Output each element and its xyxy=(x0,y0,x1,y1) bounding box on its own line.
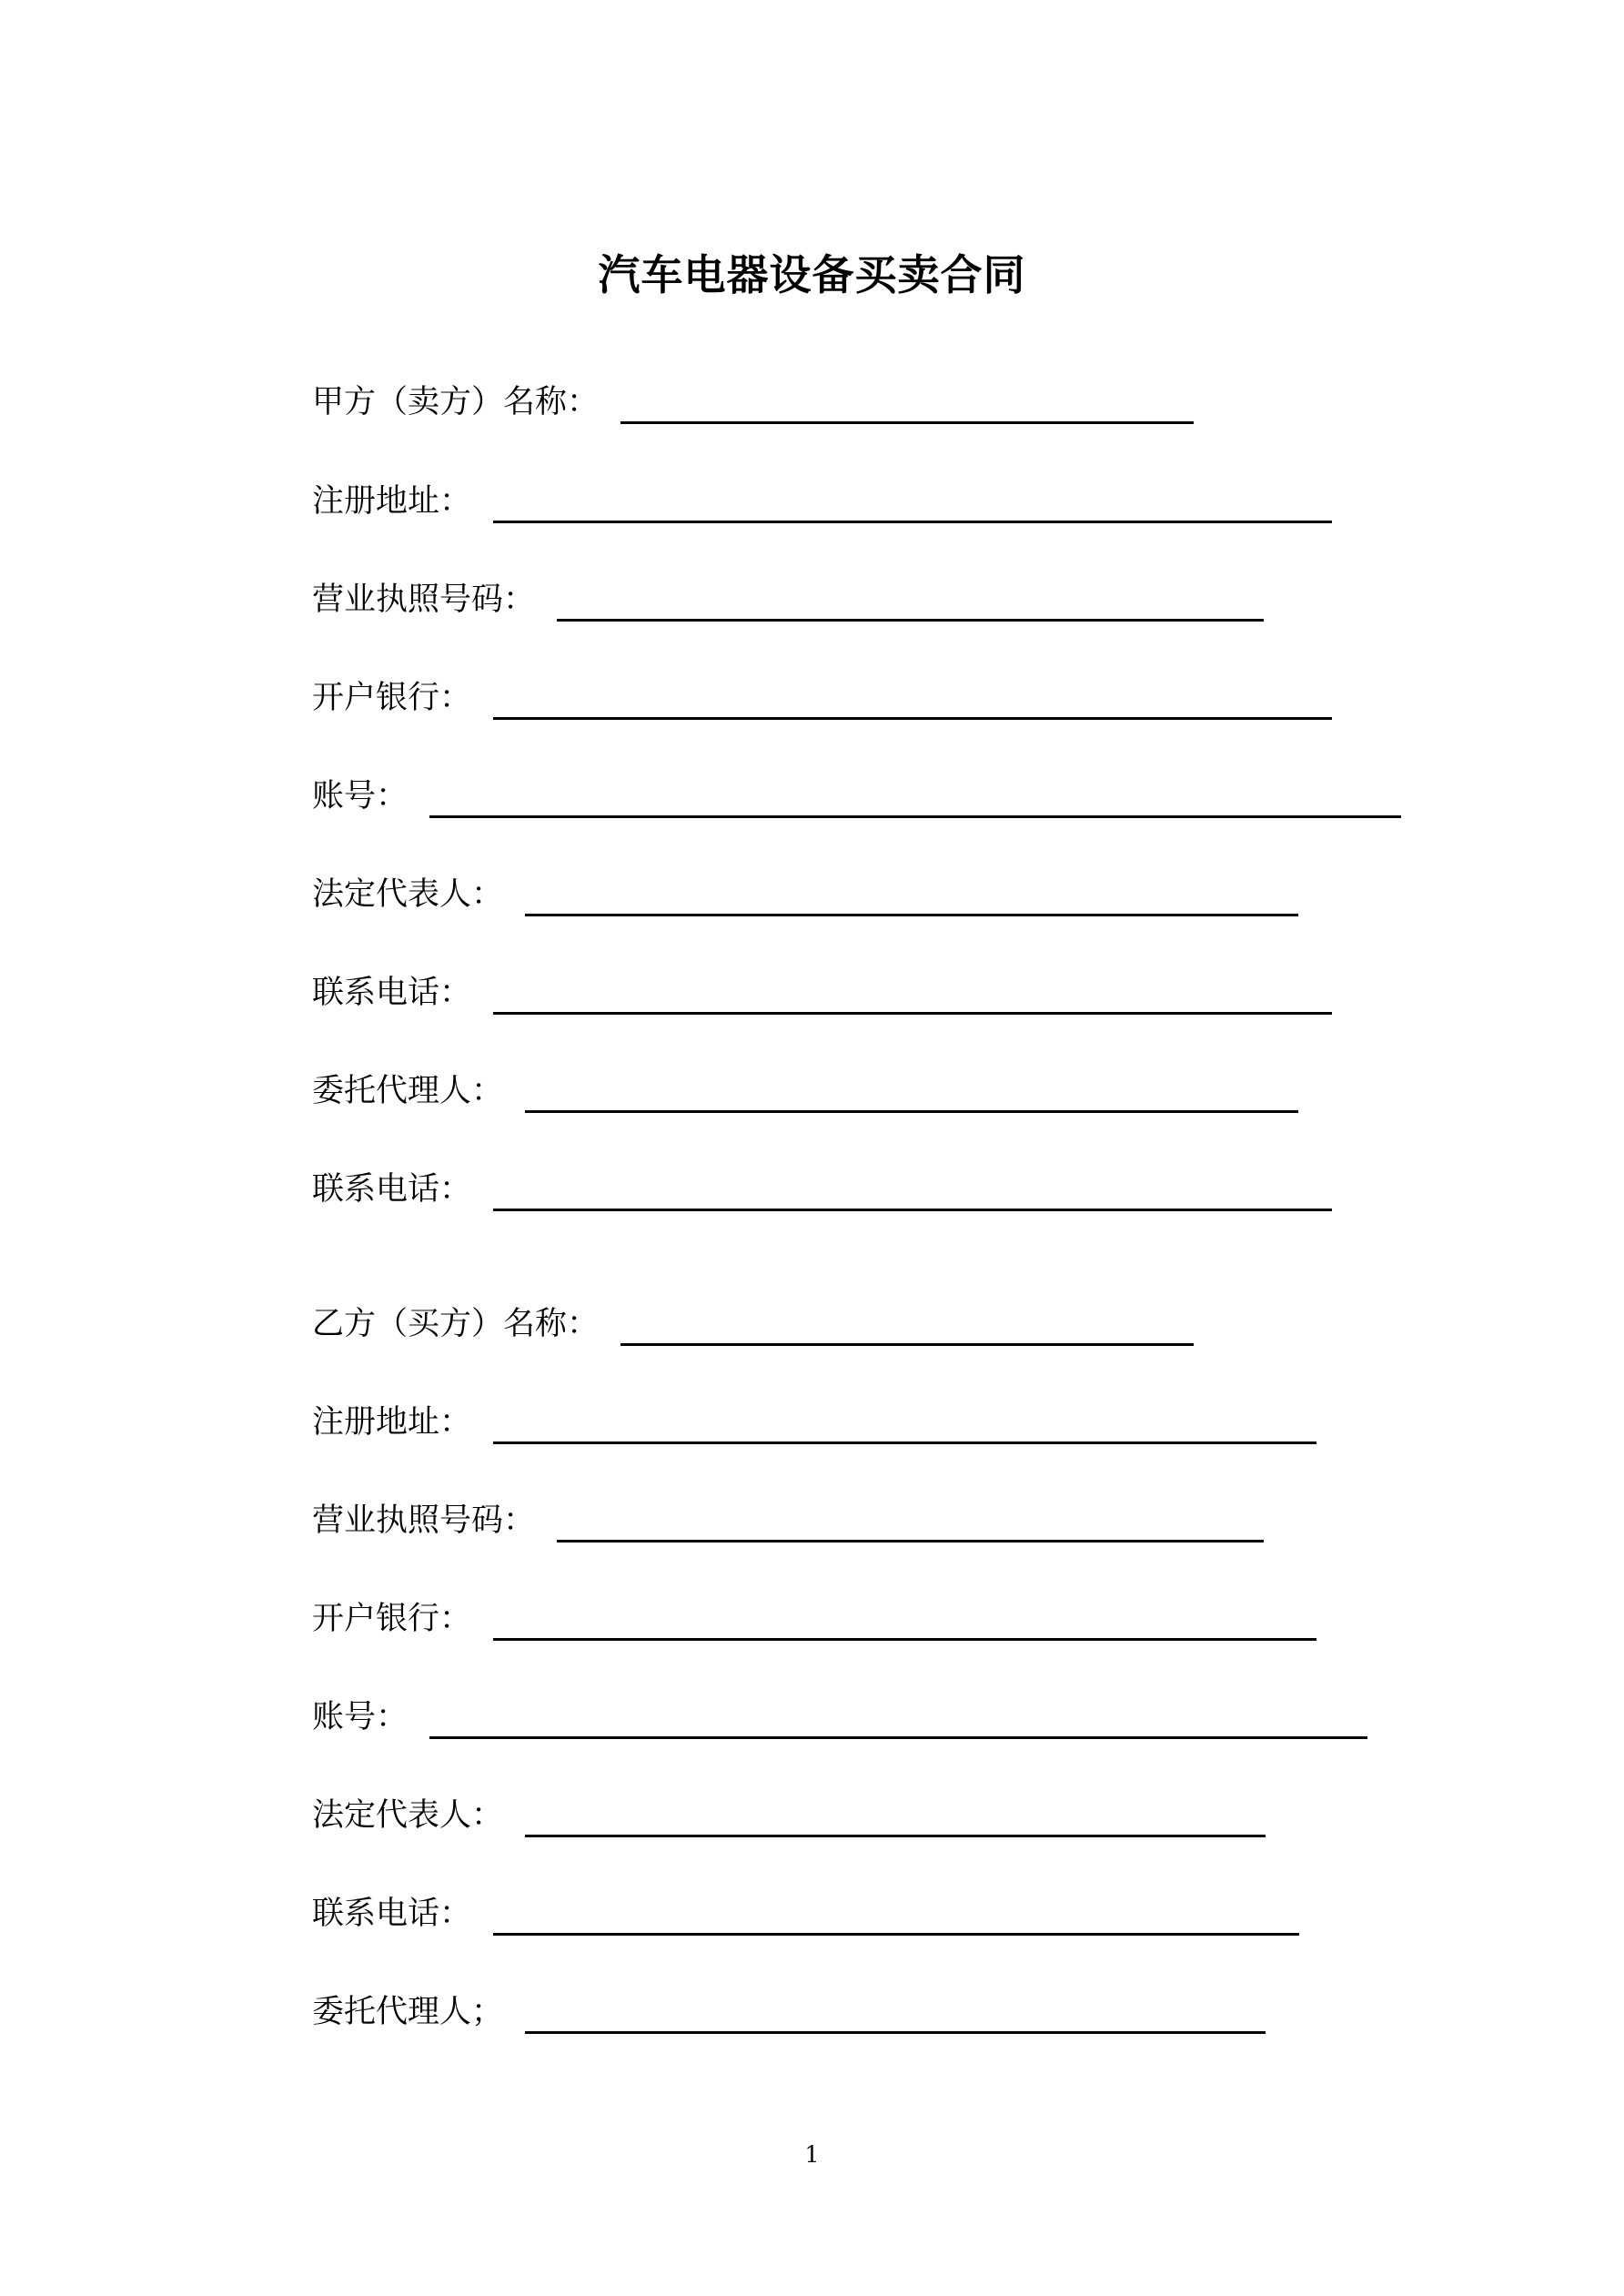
party-a-license-field xyxy=(312,567,1264,622)
party-a-account-blank[interactable] xyxy=(429,781,1401,818)
party-b-name-field xyxy=(312,1291,1194,1346)
party-a-address-field xyxy=(312,469,1332,523)
party-a-legal-rep-label: 法定代表人： xyxy=(312,876,504,913)
party-a-name-field xyxy=(312,369,1194,424)
party-a-license-label: 营业执照号码： xyxy=(312,582,536,618)
party-a-bank-field xyxy=(312,665,1332,720)
party-b-agent-field xyxy=(312,1979,1266,2034)
party-a-legal-rep-field xyxy=(312,862,1298,916)
party-a-phone-blank[interactable] xyxy=(493,977,1332,1015)
party-a-agent-phone-field xyxy=(312,1157,1332,1211)
party-b-address-label: 注册地址： xyxy=(312,1404,472,1441)
party-b-agent-blank[interactable] xyxy=(525,1997,1266,2034)
contract-title: 汽车电器设备买卖合同 xyxy=(598,250,1026,299)
party-a-agent-phone-label: 联系电话： xyxy=(312,1171,472,1208)
party-a-address-label: 注册地址： xyxy=(312,483,472,520)
party-b-name-blank[interactable] xyxy=(620,1309,1194,1346)
party-a-phone-label: 联系电话： xyxy=(312,975,472,1011)
party-b-license-label: 营业执照号码： xyxy=(312,1502,536,1539)
party-a-agent-label: 委托代理人： xyxy=(312,1073,504,1109)
party-b-account-label: 账号： xyxy=(312,1699,409,1735)
party-b-phone-field xyxy=(312,1881,1299,1936)
party-a-legal-rep-blank[interactable] xyxy=(525,879,1298,916)
party-b-bank-label: 开户银行： xyxy=(312,1601,472,1637)
party-b-address-field xyxy=(312,1390,1316,1444)
party-a-account-label: 账号： xyxy=(312,778,409,814)
party-b-address-blank[interactable] xyxy=(493,1407,1316,1444)
party-b-legal-rep-label: 法定代表人： xyxy=(312,1797,504,1834)
party-a-license-blank[interactable] xyxy=(557,584,1264,622)
party-a-bank-label: 开户银行： xyxy=(312,680,472,716)
party-a-agent-field xyxy=(312,1058,1298,1113)
party-b-bank-blank[interactable] xyxy=(493,1603,1316,1641)
party-b-account-field xyxy=(312,1684,1367,1739)
party-b-bank-field xyxy=(312,1586,1316,1641)
party-a-bank-blank[interactable] xyxy=(493,683,1332,720)
party-b-phone-blank[interactable] xyxy=(493,1898,1299,1936)
party-b-legal-rep-field xyxy=(312,1783,1266,1837)
party-a-account-field xyxy=(312,764,1401,818)
party-b-agent-label: 委托代理人； xyxy=(312,1994,504,2030)
page-number: 1 xyxy=(804,2141,820,2168)
party-b-account-blank[interactable] xyxy=(429,1702,1367,1739)
party-a-name-blank[interactable] xyxy=(620,387,1194,424)
party-b-license-field xyxy=(312,1488,1264,1542)
party-b-name-label: 乙方（买方）名称： xyxy=(312,1306,600,1342)
party-b-license-blank[interactable] xyxy=(557,1505,1264,1542)
party-a-agent-phone-blank[interactable] xyxy=(493,1174,1332,1211)
party-a-agent-blank[interactable] xyxy=(525,1076,1298,1113)
party-a-phone-field xyxy=(312,960,1332,1015)
party-a-address-blank[interactable] xyxy=(493,486,1332,523)
party-a-name-label: 甲方（卖方）名称： xyxy=(312,384,600,420)
party-b-phone-label: 联系电话： xyxy=(312,1896,472,1932)
party-b-legal-rep-blank[interactable] xyxy=(525,1800,1266,1837)
